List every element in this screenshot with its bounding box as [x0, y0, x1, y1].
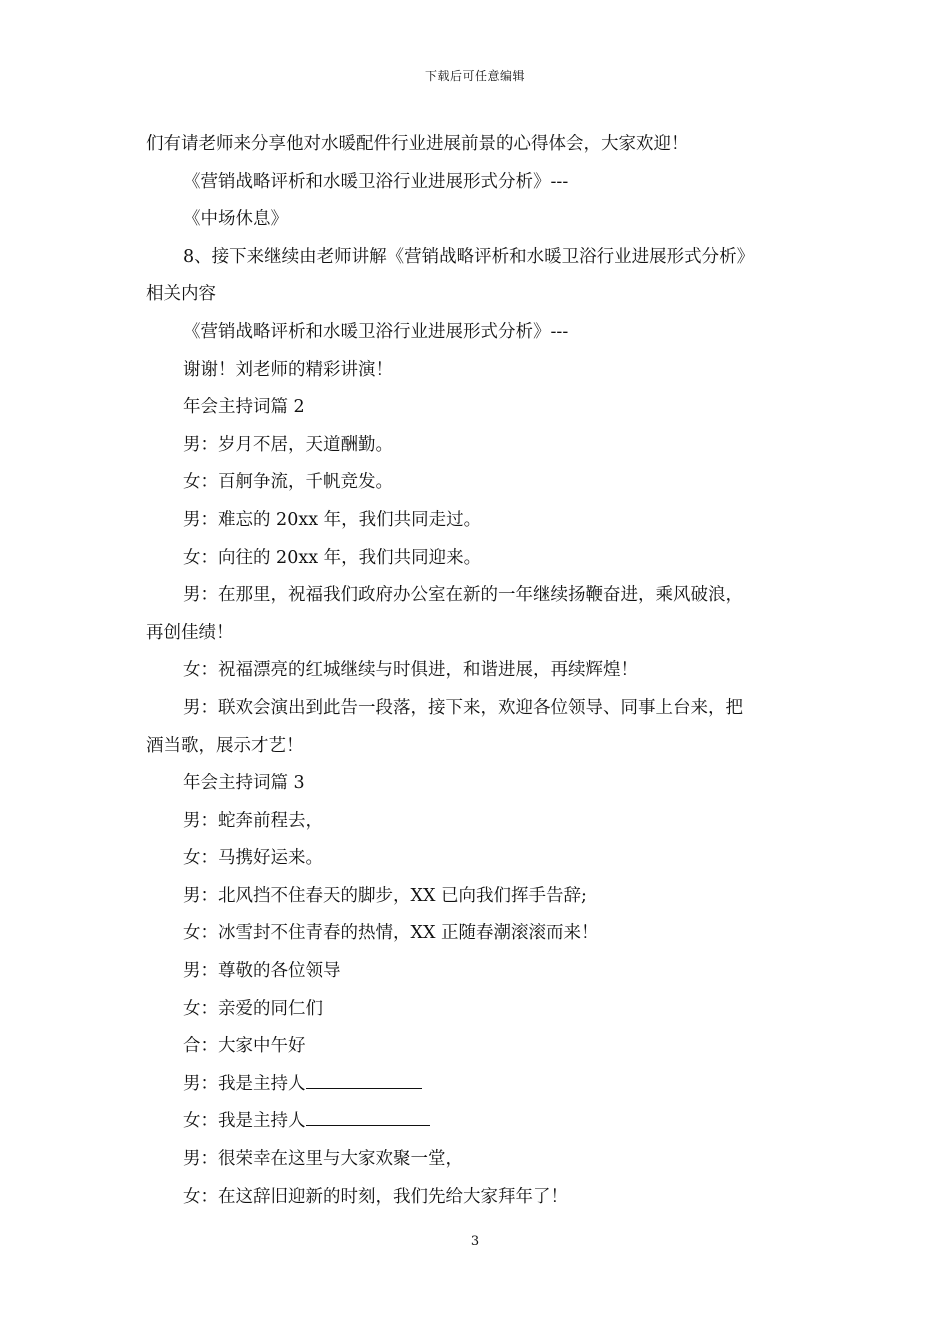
dialogue-line: 女：百舸争流，千帆竞发。 [183, 472, 393, 493]
dialogue-line: 女：亲爱的同仁们 [183, 998, 323, 1019]
dialogue-line: 女：祝福漂亮的红城继续与时俱进，和谐进展，再续辉煌！ [183, 660, 638, 681]
page-number: 3 [470, 1234, 480, 1249]
paragraph-line: 8、接下来继续由老师讲解《营销战略评析和水暖卫浴行业进展形式分析》 [183, 246, 755, 267]
dialogue-text: 男：我是主持人 [183, 1073, 306, 1094]
paragraph-line: 相关内容 [146, 284, 216, 305]
dialogue-line: 男：尊敬的各位领导 [183, 961, 341, 982]
fill-in-blank [306, 1109, 430, 1126]
dialogue-line: 男：北风挡不住春天的脚步，XX 已向我们挥手告辞; [183, 885, 587, 906]
dialogue-line: 酒当歌，展示才艺！ [146, 735, 304, 756]
paragraph-line: 《中场休息》 [183, 209, 288, 230]
dialogue-line-with-blank [146, 1066, 811, 1104]
dialogue-line: 男：在那里，祝福我们政府办公室在新的一年继续扬鞭奋进，乘风破浪， [183, 585, 743, 606]
paragraph-line: 《营销战略评析和水暖卫浴行业进展形式分析》--- [183, 321, 569, 342]
dialogue-line: 男：联欢会演出到此告一段落，接下来，欢迎各位领导、同事上台来，把 [183, 697, 743, 718]
section-heading: 年会主持词篇 3 [183, 773, 305, 794]
page-header: 下载后可任意编辑 [424, 69, 525, 83]
section-heading: 年会主持词篇 2 [183, 397, 305, 418]
dialogue-line: 女：向往的 20xx 年，我们共同迎来。 [183, 547, 482, 568]
dialogue-line: 男：蛇奔前程去， [183, 810, 323, 831]
fill-in-blank [306, 1072, 422, 1089]
dialogue-line: 男：岁月不居，天道酬勤。 [183, 434, 393, 455]
dialogue-line: 合：大家中午好 [183, 1036, 306, 1057]
paragraph-line: 谢谢！刘老师的精彩讲演！ [183, 359, 393, 380]
dialogue-line: 女：马携好运来。 [183, 848, 323, 869]
paragraph-line: 们有请老师来分享他对水暖配件行业进展前景的心得体会，大家欢迎！ [146, 134, 689, 154]
dialogue-line: 女：在这辞旧迎新的时刻，我们先给大家拜年了！ [183, 1186, 568, 1207]
dialogue-line: 女：冰雪封不住青春的热情，XX 正随春潮滚滚而来！ [183, 923, 599, 944]
dialogue-line-with-blank [146, 1103, 811, 1141]
paragraph-line: 《营销战略评析和水暖卫浴行业进展形式分析》--- [183, 171, 569, 192]
dialogue-line: 男：难忘的 20xx 年，我们共同走过。 [183, 509, 482, 530]
dialogue-line: 男：很荣幸在这里与大家欢聚一堂， [183, 1149, 463, 1170]
dialogue-line: 再创佳绩！ [146, 622, 234, 643]
document-body [146, 126, 811, 1216]
dialogue-text: 女：我是主持人 [183, 1111, 306, 1132]
